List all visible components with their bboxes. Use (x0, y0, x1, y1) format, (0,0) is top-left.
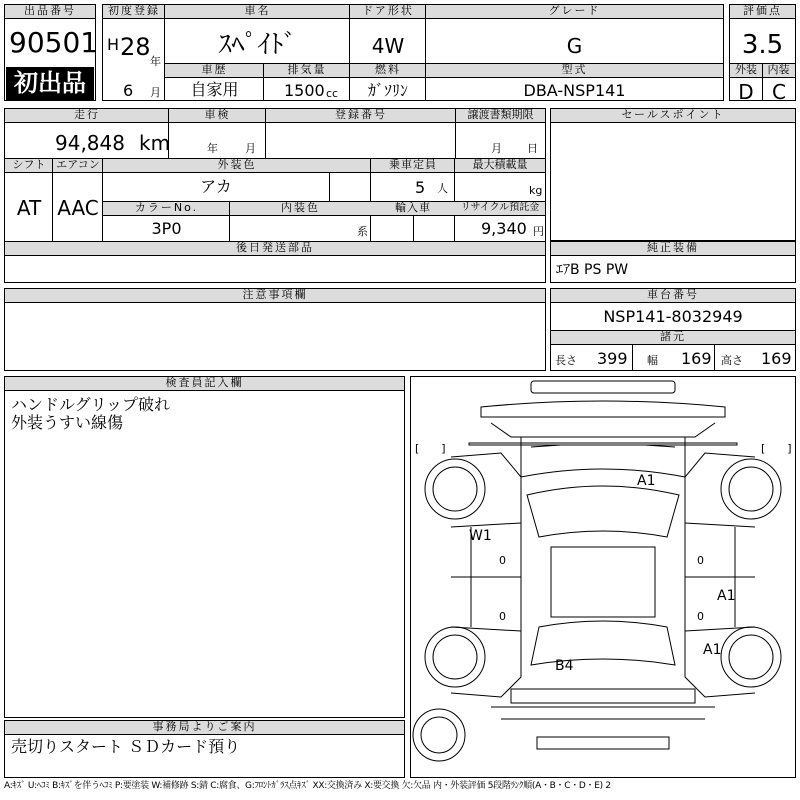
model-code: DBA-NSP141 (523, 81, 626, 100)
recycle-header: リサイクル預託金 (455, 202, 545, 216)
bracket-right-top: [ ] (761, 442, 792, 455)
equip-header: 純正装備 (551, 242, 795, 256)
fuel-value: ｶﾞｿﾘﾝ (367, 81, 408, 100)
cc-unit: cc (326, 87, 339, 100)
disp-header: 排気量 (264, 64, 350, 78)
ac-header: エアコン (53, 159, 103, 173)
shift-header: シフト (5, 159, 53, 173)
damage-mark-b4: B4 (555, 658, 574, 674)
ext-header: 外装 (730, 64, 762, 78)
reg-header: 初度登録 (103, 5, 165, 19)
colorno-value: 3P0 (151, 219, 182, 238)
mileage-unit: km (139, 131, 171, 155)
grade-value: G (566, 34, 583, 58)
transfer-day-unit: 日 (527, 142, 538, 155)
month-value: 6 (123, 81, 134, 100)
inspect-header: 車検 (169, 109, 266, 123)
ac-value: AAC (57, 196, 99, 220)
interior-grade: C (772, 80, 786, 104)
score-value: 3.5 (741, 30, 784, 60)
mileage-header: 走行 (5, 109, 169, 123)
length-value: 399 (597, 349, 628, 368)
mileage-value: 94,848 (55, 131, 125, 155)
lot-box (4, 4, 99, 101)
first-listing-label: 初出品 (14, 69, 86, 97)
later-parts-header: 後日発送部品 (5, 242, 545, 256)
color-header: 外装色 (103, 159, 371, 173)
inspector-note-1: ハンドルグリップ破れ (11, 395, 171, 414)
width-value: 169 (681, 349, 712, 368)
car-header: 車名 (165, 5, 350, 19)
displacement-value: 1500 (284, 81, 325, 100)
hist-header: 車歴 (165, 64, 264, 78)
capacity-unit: 人 (437, 182, 448, 195)
month-unit: 月 (150, 86, 161, 99)
bracket-left-top: [ ] (415, 442, 446, 455)
equipment-value: ｴｱB PS PW (556, 262, 629, 278)
chassis-box (550, 288, 796, 371)
regno-header: 登録番号 (266, 109, 456, 123)
lot-number: 90501 (9, 26, 99, 59)
damage-diagram-box (410, 376, 796, 778)
car-name: ｽﾍﾟｲﾄﾞ (218, 30, 297, 60)
width-label: 幅 (647, 354, 658, 367)
load-header: 最大積載量 (455, 159, 545, 173)
chassis-number: NSP141-8032949 (603, 307, 743, 326)
height-value: 169 (761, 349, 792, 368)
fuel-header: 燃料 (350, 64, 426, 78)
intcolor-header: 内装色 (230, 202, 371, 216)
lot-header: 出品番号 (5, 5, 95, 19)
length-label: 長さ (555, 354, 577, 367)
recycle-value: 9,340 (481, 219, 527, 238)
vehicle-summary (102, 4, 724, 101)
chassis-header: 車台番号 (551, 289, 795, 303)
year-value: 28 (120, 33, 151, 61)
score-header: 評価点 (730, 5, 795, 19)
color-value: アカ (200, 177, 232, 196)
notes-header: 注意事項欄 (5, 289, 545, 303)
score-box (729, 4, 796, 104)
capacity-header: 乗車定員 (371, 159, 455, 173)
door-header: ドア形状 (350, 5, 426, 19)
grade-header: グレード (426, 5, 723, 19)
legend-text: A:ｷｽﾞ U:ﾍｺﾐ B:ｷｽﾞを伴うﾍｺﾐ P:要塗装 W:補修跡 S:錆 C:腐食、G:ﾌﾛﾝﾄｶﾞﾗｽ点ｷｽﾞ XX:交換済み X:要交換 欠:欠品 内・外装評価 5段階ﾗﾝｸ順(A・B・C・D・E) 2 (4, 781, 611, 791)
inspect-month-unit: 月 (245, 142, 256, 155)
sales-header: セールスポイント (551, 109, 795, 123)
load-unit: kg (529, 184, 543, 197)
spec-block (4, 108, 546, 283)
capacity-value: 5 (415, 178, 426, 197)
era-value: H (107, 35, 120, 54)
damage-mark-a1-right-rear: A1 (703, 642, 722, 658)
model-header: 型式 (426, 64, 723, 78)
recycle-unit: 円 (533, 225, 544, 238)
dims-header: 諸元 (551, 331, 795, 345)
office-box (4, 720, 405, 778)
car-diagram (411, 377, 795, 777)
office-header: 事務局よりご案内 (5, 721, 404, 735)
zero-mark-3: 0 (697, 554, 704, 567)
height-label: 高さ (721, 354, 743, 367)
inspector-box (4, 376, 405, 718)
office-note: 売切りスタート ＳＤカード預り (11, 737, 241, 756)
inspect-year-unit: 年 (207, 142, 218, 155)
damage-mark-a1-front: A1 (637, 473, 656, 489)
shift-value: AT (16, 196, 42, 220)
damage-mark-a1-right-door: A1 (717, 588, 736, 604)
colorno-header: カラーNo. (103, 202, 230, 216)
zero-mark-1: 0 (499, 554, 506, 567)
transfer-month-unit: 月 (491, 142, 502, 155)
int-header: 内装 (762, 64, 795, 78)
inspector-note-2: 外装うすい線傷 (11, 413, 124, 432)
transfer-header: 譲渡書類期限 (456, 109, 545, 123)
history-value: 自家用 (190, 80, 239, 99)
equipment-box (550, 241, 796, 283)
inspector-header: 検査員記入欄 (5, 377, 404, 391)
door-type: 4W (371, 34, 405, 58)
zero-mark-4: 0 (697, 610, 704, 623)
damage-mark-w1: W1 (469, 528, 492, 544)
exterior-grade: D (738, 80, 754, 104)
year-unit: 年 (150, 55, 161, 68)
zero-mark-2: 0 (499, 610, 506, 623)
sales-point-box (550, 108, 796, 241)
notes-box (4, 288, 546, 371)
import-header: 輸入車 (371, 202, 455, 216)
intcolor-unit: 系 (357, 225, 368, 238)
